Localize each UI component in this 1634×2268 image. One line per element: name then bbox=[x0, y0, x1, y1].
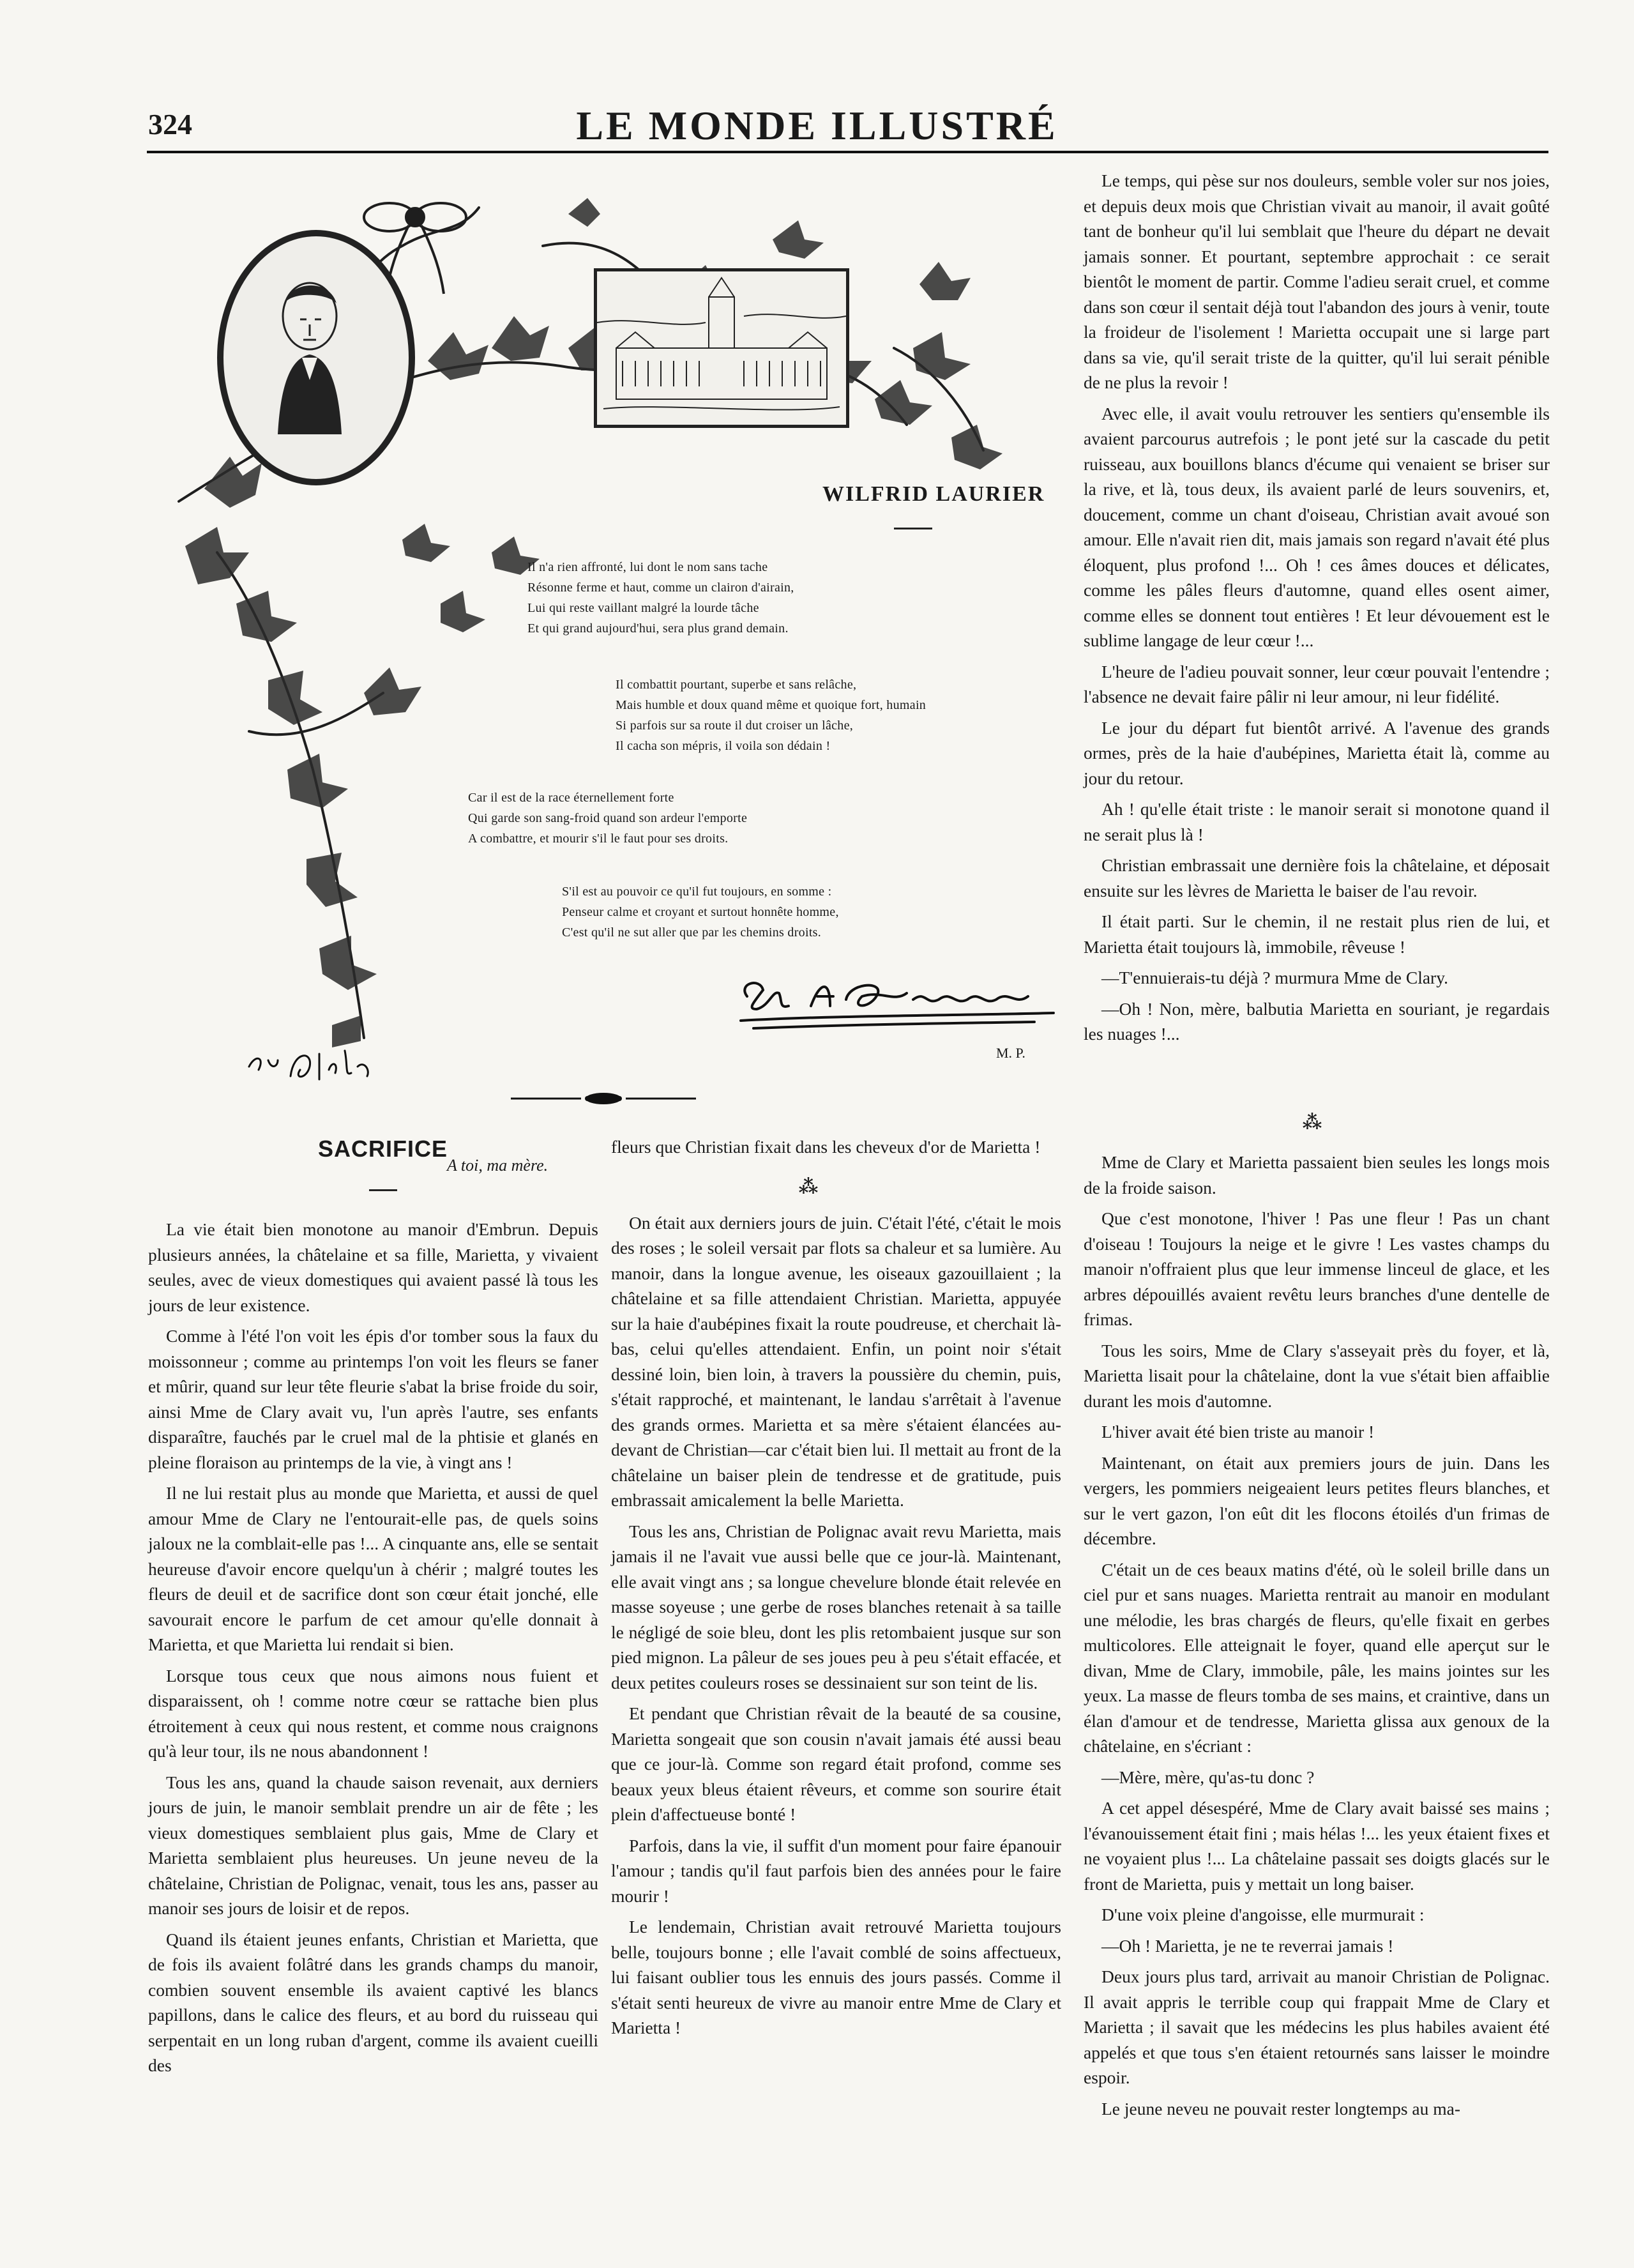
poem-title: WILFRID LAURIER bbox=[822, 482, 1045, 506]
paragraph: On était aux derniers jours de juin. C'était l'été, c'était le mois des roses ; le soleil versait par flots sa chaleur et sa lumière. Au manoir, dans la longue avenue, les oiseaux gazouillaient ; la châtelaine et sa fille attendaient Christian. Marietta, appuyée sur la haie d'aubépines fixait la route poudreuse, et cherchait là-bas, celui qu'elles attendaient. Enfin, un point noir s'était dessiné loin, bien loin, à travers la poussière du chemin, puis, s'était rapproché, et maintenant, le landau s'arrêtait à l'avenue des grands ormes. Marietta et sa mère s'étaient élancées au-devant de Christian—car c'était bien lui. Il mettait au front de la châtelaine un baiser plein de tendresse et de gratitude, puis embrassait amicalement la belle Marietta. bbox=[611, 1212, 1061, 1510]
text-column-1 bbox=[148, 1217, 598, 2084]
portrait-image bbox=[265, 268, 354, 434]
verse-line: C'est qu'il ne sut aller que par les chemins droits. bbox=[562, 925, 822, 940]
verse-line: A combattre, et mourir s'il le faut pour ses droits. bbox=[468, 832, 729, 846]
paragraph: fleurs que Christian fixait dans les cheveux d'or de Marietta ! bbox=[611, 1137, 1041, 1157]
paragraph: Et pendant que Christian rêvait de la beauté de sa cousine, Marietta songeait que son cousin n'avait jamais été aussi beau que ce jour-là. Comme son regard était profond, comme ses beaux yeux bleus étaient rêveurs, et comme son sourire était plein d'affectueuse bonté ! bbox=[611, 1703, 1061, 1824]
paragraph: Lorsque tous ceux que nous aimons nous fuient et disparaissent, oh ! comme notre cœur se rattache bien plus étroitement à ceux qui nous restent, et comme nous craignons qu'à leur tour, ils ne nous abandonnent ! bbox=[148, 1665, 598, 1761]
poem-stanza bbox=[616, 674, 926, 756]
verse-line: Mais humble et doux quand même et quoique fort, humain bbox=[616, 698, 927, 712]
poem-initials: M. P. bbox=[996, 1045, 1025, 1061]
masthead: LE MONDE ILLUSTRÉ bbox=[576, 103, 1058, 148]
verse-line: Il combattit pourtant, superbe et sans relâche, bbox=[616, 678, 857, 692]
paragraph: Le jour du départ fut bientôt arrivé. A l'avenue des grands ormes, près de la haie d'aubépines, Marietta était là, comme au jour du retour. bbox=[1084, 717, 1550, 788]
paragraph: C'était un de ces beaux matins d'été, où le soleil brille dans un ciel pur et sans nuages. Marietta rentrait au manoir en modulant une mélodie, les bras chargés de fleurs, qu'elle fixait en gerbes multicolores. Elle atteignait le foyer, quand elle aperçut sur le divan, Mme de Clary, immobile, pâle, les mains jointes sur les yeux. La masse de fleurs tomba de ses mains, et craintive, dans un élan d'amour et de tendresse, Marietta glissa aux genoux de la châtelaine, en s'écriant : bbox=[1084, 1559, 1550, 1756]
verse-line: Résonne ferme et haut, comme un clairon d'airain, bbox=[527, 581, 794, 595]
title-rule bbox=[894, 528, 932, 529]
paragraph: Que c'est monotone, l'hiver ! Pas une fleur ! Pas un chant d'oiseau ! Toujours la neige et le givre ! Les vastes champs du manoir n'offraient plus que leur immense linceul de glace, et les arbres dépouillés avaient revêtu leurs branches d'une dentelle de frimas. bbox=[1084, 1208, 1550, 1329]
text-column-2 bbox=[611, 1134, 1061, 2046]
paragraph: Avec elle, il avait voulu retrouver les sentiers qu'ensemble ils avaient parcourus autrefois ; le pont jeté sur la cascade du petit ruisseau, aux bouillons blancs d'écume qui venaient se briser sur la rive, et là, tous deux, ils avaient parlé de leurs souvenirs, et, doucement, comme un chant d'oiseau, Christian avait avoué son amour. Elle n'avait rien dit, mais jamais son regard n'avait été plus éloquent, plus profond !... Oh ! ces âmes douces et délicates, comme les pâles fleurs d'automne, quand elles osent aimer, comme elles se donnent tout entières ! Et leur dévouement est le sublime langage de leur cœur !... bbox=[1084, 403, 1550, 650]
paragraph: L'hiver avait été bien triste au manoir ! bbox=[1101, 1422, 1375, 1442]
verse-line: Lui qui reste vaillant malgré la lourde tâche bbox=[527, 601, 759, 615]
ornament-divider bbox=[511, 1091, 696, 1106]
poem-stanza bbox=[562, 881, 839, 943]
paragraph: Il était parti. Sur le chemin, il ne restait plus rien de lui, et Marietta était toujours là, immobile, rêveuse ! bbox=[1084, 911, 1550, 957]
paragraph: Tous les ans, quand la chaude saison revenait, aux derniers jours de juin, le manoir semblait prendre un air de fête ; les vieux domestiques semblaient plus gais, Mme de Clary et Marietta semblaient plus heureuses. Un jeune neveu de la châtelaine, Christian de Polignac, venait, tous les ans, passer au manoir ses jours de loisir et de repos. bbox=[148, 1772, 598, 1918]
paragraph: Maintenant, on était aux premiers jours de juin. Dans les vergers, les pommiers neigeaient leurs petites fleurs blanches, et sur le vert gazon, l'on eût dit les flocons étoilés d'un frimas de décembre. bbox=[1084, 1452, 1550, 1548]
text-column-3-lower bbox=[1084, 1150, 1550, 2127]
paragraph: —T'ennuierais-tu déjà ? murmura Mme de Clary. bbox=[1101, 968, 1449, 987]
poem-stanza bbox=[527, 557, 794, 639]
paragraph: Mme de Clary et Marietta passaient bien seules les longs mois de la froide saison. bbox=[1084, 1152, 1550, 1198]
paragraph: —Oh ! Non, mère, balbutia Marietta en souriant, je regardais les nuages !... bbox=[1084, 998, 1550, 1044]
verse-line: Penseur calme et croyant et surtout honnête homme, bbox=[562, 905, 839, 919]
paragraph: Tous les soirs, Mme de Clary s'asseyait près du foyer, et là, Marietta lisait pour la châtelaine, dont la vue s'était bien affaiblie durant les mois d'automne. bbox=[1084, 1340, 1550, 1411]
author-signature bbox=[734, 971, 1066, 1035]
paragraph: La vie était bien monotone au manoir d'Embrun. Depuis plusieurs années, la châtelaine et sa fille, Marietta, y vivaient seules, avec de vieux domestiques qui avaient passé là tous les jours de leur existence. bbox=[148, 1219, 598, 1315]
header-rule bbox=[147, 151, 1548, 153]
paragraph: Parfois, dans la vie, il suffit d'un moment pour faire épanouir l'amour ; tandis qu'il faut parfois bien des années pour le faire mourir ! bbox=[611, 1835, 1061, 1906]
paragraph: Tous les ans, Christian de Polignac avait revu Marietta, mais jamais il ne l'avait vue aussi belle que ce jour-là. Maintenant, elle avait vingt ans ; sa longue chevelure blonde était relevée en masse soyeuse ; une gerbe de roses blanches retenait à sa taille le négligé de soie bleu, dont les plis retombaient jusque sur son pied mignon. La pâleur de ses joues peu à peu s'était effacée, et deux petites couleurs roses se dessinaient sur son teint de lis. bbox=[611, 1521, 1061, 1693]
asterism: ⁂ bbox=[1302, 1112, 1322, 1133]
text-column-3 bbox=[1084, 168, 1550, 1053]
paragraph: A cet appel désespéré, Mme de Clary avait baissé ses mains ; l'évanouissement était fini ; mais hélas !... les yeux étaient fixes et ne voyaient plus !... La châtelaine passait ses doigts glacés sur le front de Marietta, puis y mettait un long baiser. bbox=[1084, 1798, 1550, 1894]
paragraph: Deux jours plus tard, arrivait au manoir Christian de Polignac. Il avait appris le terrible coup qui frappait Mme de Clary et Marietta ; il savait que les médecins les plus habiles avaient été appelés et que tous s'en étaient retournés sans laisser le moindre espoir. bbox=[1084, 1967, 1550, 2087]
paragraph: —Mère, mère, qu'as-tu donc ? bbox=[1101, 1767, 1315, 1787]
paragraph: Le jeune neveu ne pouvait rester longtemps au ma- bbox=[1101, 2098, 1461, 2119]
paragraph: Il ne lui restait plus au monde que Marietta, et aussi de quel amour Mme de Clary ne l'entourait-elle pas, de quels soins jaloux ne la comblait-elle pas !... A cinquante ans, elle se sentait heureuse d'avoir encore quelqu'un à chérir ; malgré toutes les fleurs de deuil et de sacrifice dont son cœur était jonché, elle savourait encore le parfum de cet amour qu'elle donnait à Marietta, et que Marietta lui rendait si bien. bbox=[148, 1483, 598, 1654]
parliament-building-image bbox=[594, 268, 849, 428]
paragraph: Le lendemain, Christian avait retrouvé Marietta toujours belle, toujours bonne ; elle l'avait comblé de soins affectueux, lui faisant oublier tous les ennuis des jours passés. Comme il s'était senti heureux de vivre au manoir entre Mme de Clary et Marietta ! bbox=[611, 1917, 1061, 2037]
verse-line: Si parfois sur sa route il dut croiser un lâche, bbox=[616, 719, 854, 733]
article-title: SACRIFICE bbox=[318, 1136, 448, 1162]
verse-line: Il cacha son mépris, il voila son dédain ! bbox=[616, 739, 831, 753]
asterism: ⁂ bbox=[798, 1176, 819, 1198]
paragraph: Comme à l'été l'on voit les épis d'or tomber sous la faux du moissonneur ; comme au printemps l'on voit les fleurs se faner et mûrir, quand sur leur tête fleurie s'abat la brise froide du soir, ainsi Mme de Clary avait vu, l'un après l'autre, ses enfants disparaître, fauchés par le cruel mal de la phtisie et glanés en pleine floraison au printemps de la vie, à vingt ans ! bbox=[148, 1326, 598, 1472]
paragraph: Quand ils étaient jeunes enfants, Christian et Marietta, que de fois ils avaient folâtré dans les grands champs du manoir, combien souvent ensemble ils avaient captivé les blancs papillons, dans le calice des fleurs, et au bord du ruisseau qui serpentait en un long ruban d'argent, comme ils avaient cueilli des bbox=[148, 1929, 598, 2075]
verse-line: Car il est de la race éternellement forte bbox=[468, 791, 674, 805]
paragraph: D'une voix pleine d'angoisse, elle murmurait : bbox=[1101, 1905, 1425, 1924]
paragraph: Christian embrassait une dernière fois la châtelaine, et déposait ensuite sur les lèvres de Marietta le baiser de l'au revoir. bbox=[1084, 855, 1550, 901]
paragraph: —Oh ! Marietta, je ne te reverrai jamais ! bbox=[1101, 1935, 1394, 1956]
poem-stanza bbox=[468, 788, 747, 849]
artist-signature bbox=[243, 1041, 377, 1086]
verse-line: S'il est au pouvoir ce qu'il fut toujours, en somme : bbox=[562, 885, 832, 899]
verse-line: Il n'a rien affronté, lui dont le nom sans tache bbox=[527, 560, 768, 574]
page-number: 324 bbox=[148, 108, 192, 141]
paragraph: L'heure de l'adieu pouvait sonner, leur cœur pouvait l'entendre ; l'absence ne devait faire pâlir ni leur amour, ni leur fidélité. bbox=[1084, 661, 1550, 706]
paragraph: Ah ! qu'elle était triste : le manoir serait si monotone quand il ne serait plus là ! bbox=[1084, 799, 1550, 844]
verse-line: Qui garde son sang-froid quand son ardeur l'emporte bbox=[468, 811, 748, 825]
verse-line: Et qui grand aujourd'hui, sera plus grand demain. bbox=[527, 621, 789, 635]
title-rule bbox=[369, 1189, 397, 1191]
article-dedication: A toi, ma mère. bbox=[447, 1156, 548, 1175]
paragraph: Le temps, qui pèse sur nos douleurs, semble voler sur nos joies, et depuis deux mois que Christian vivait au manoir, il avait goûté tant de bonheur qu'il lui semblait que l'heure du départ ne devait jamais sonner. Et pourtant, septembre approchait : ce serait bientôt le moment de partir. Comme l'adieu serait cruel, et comme dans son cœur il sentait déjà tout l'abandon des jours à venir, toute la froideur de l'isolement ! Marietta occupait une si large part dans sa vie, qu'il serait triste de la quitter, qu'il lui serait pénible de ne plus la revoir ! bbox=[1084, 171, 1550, 392]
